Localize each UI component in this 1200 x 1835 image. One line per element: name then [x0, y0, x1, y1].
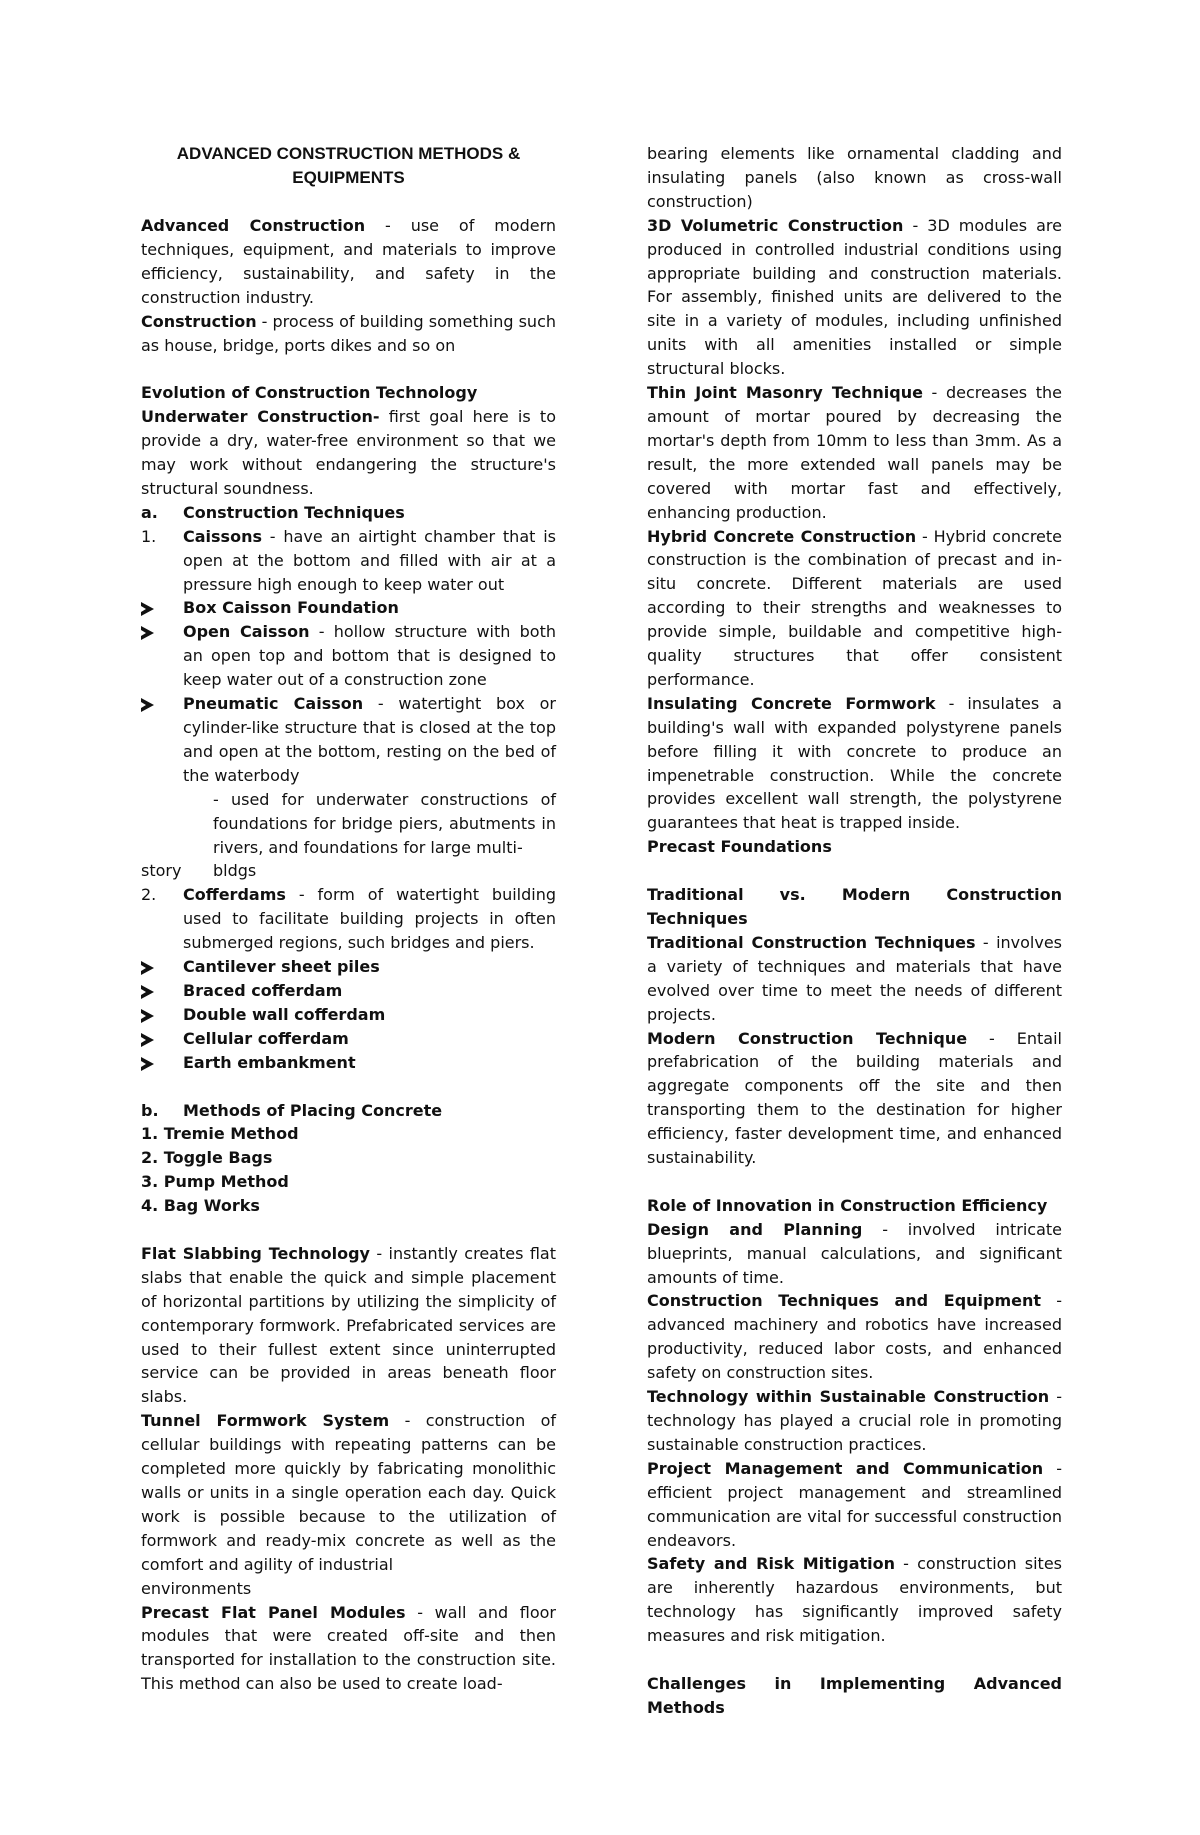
advanced-construction-definition: [141, 214, 556, 310]
bullet-cofferdam-type: [141, 955, 556, 979]
right-column: [647, 142, 1062, 1720]
arrow-bullet-icon: [141, 1057, 154, 1071]
section-label: Methods of Placing Concrete: [183, 1100, 443, 1120]
section-label: Construction Techniques: [183, 502, 405, 522]
bullet-text: Double wall cofferdam: [183, 1004, 386, 1024]
method-item: 2. Toggle Bags: [141, 1148, 273, 1168]
term: Cofferdams: [183, 885, 286, 905]
term: Design and Planning: [647, 1219, 863, 1239]
precast-flat-panel-definition: [141, 1601, 556, 1697]
arrow-bullet-icon: [141, 961, 154, 975]
spacer: [141, 357, 556, 381]
term: Underwater Construction-: [141, 407, 380, 427]
volumetric-definition: [647, 214, 1062, 381]
definition: - hollow structure with both an open top and bottom that is designed to keep water out of a construction zone: [183, 622, 556, 690]
arrow-bullet-icon: [141, 626, 154, 640]
list-number: 2.: [141, 885, 157, 905]
story-word: story: [141, 861, 182, 881]
definition: - efficient project management and streamlined communication are vital for successful construction endeavors.: [647, 1458, 1063, 1550]
term: Project Management and Communication: [647, 1458, 1044, 1478]
thin-joint-definition: [647, 381, 1062, 524]
section-marker: a.: [141, 502, 158, 522]
bullet-cofferdam-type: [141, 1051, 556, 1075]
definition: - technology has played a crucial role in promoting sustainable construction practices.: [647, 1387, 1062, 1454]
method-item: 4. Bag Works: [141, 1196, 260, 1216]
term: Pneumatic Caisson: [183, 694, 364, 714]
caissons-item: [141, 525, 556, 597]
challenges-heading: Challenges in Implementing Advanced Methods: [647, 1673, 1062, 1717]
traditional-vs-modern-heading: Traditional vs. Modern Construction Techniques: [647, 885, 1062, 928]
definition: - form of watertight building used to facilitate building projects in often submerged regions, such bridges and piers.: [183, 885, 556, 953]
term: Tunnel Formwork System: [141, 1411, 390, 1431]
bullet-text: Earth embankment: [183, 1052, 356, 1072]
term: Advanced Construction: [141, 216, 366, 235]
definition: - wall and floor modules that were created off-site and then transported for installation to the construction site. This method can also be used to create load-: [141, 1602, 556, 1694]
insulating-formwork-definition: [647, 692, 1062, 835]
document-title: ADVANCED CONSTRUCTION METHODS & EQUIPMENTS: [176, 144, 521, 187]
traditional-definition: [647, 931, 1062, 1027]
arrow-bullet-icon: [141, 1009, 154, 1023]
bullet-cofferdam-type: [141, 1003, 556, 1027]
term: Precast Flat Panel Modules: [141, 1602, 406, 1622]
story-bldgs-line: [141, 859, 556, 883]
bullet-cofferdam-type: [141, 1027, 556, 1051]
underwater-construction-definition: [141, 405, 556, 501]
bullet-text: Cantilever sheet piles: [183, 957, 380, 977]
section-b-heading: [141, 1099, 556, 1123]
bullet-box-caisson: [141, 596, 556, 620]
term: Traditional Construction Techniques: [647, 932, 976, 952]
term: Caissons: [183, 526, 262, 546]
term: Hybrid Concrete Construction: [647, 526, 917, 546]
project-management-definition: [647, 1457, 1062, 1553]
definition: - have an airtight chamber that is open at the bottom and filled with air at a pressure high enough to keep water out: [183, 526, 556, 594]
definition: - construction sites are inherently hazardous environments, but technology has significantly improved safety measures and risk mitigation.: [647, 1554, 1062, 1646]
term: Flat Slabbing Technology: [141, 1243, 370, 1263]
arrow-bullet-icon: [141, 1033, 154, 1047]
spacer: [647, 859, 1062, 883]
term: Technology within Sustainable Construction: [647, 1387, 1050, 1407]
method-item: 1. Tremie Method: [141, 1124, 299, 1144]
sustainable-technology-definition: [647, 1385, 1062, 1457]
spacer: [141, 1218, 556, 1242]
flat-slabbing-definition: [141, 1242, 556, 1409]
bullet-pneumatic-caisson: [141, 692, 556, 788]
definition: - involves a variety of techniques and materials that have evolved over time to meet the needs of different projects.: [647, 932, 1062, 1024]
definition: - use of modern techniques, equipment, and materials to improve efficiency, sustainability, and safety in the construction industry.: [141, 216, 557, 307]
definition: - decreases the amount of mortar poured by decreasing the mortar's depth from 10mm to less than 3mm. As a result, the more extended wall panels may be covered with mortar fast and effectively, enhancing production.: [647, 383, 1062, 522]
bullet-open-caisson: [141, 620, 556, 692]
term: Construction: [141, 311, 257, 331]
hybrid-concrete-definition: [647, 525, 1062, 692]
list-number: 1.: [141, 526, 157, 546]
term: Open Caisson: [183, 622, 310, 642]
techniques-equipment-definition: [647, 1289, 1062, 1385]
arrow-bullet-icon: [141, 985, 154, 999]
pneumatic-caisson-use: - used for underwater constructions of foundations for bridge piers, abutments in rivers, and foundations for large multi-: [213, 789, 556, 857]
arrow-bullet-icon: [141, 698, 154, 712]
definition: - process of building something such as house, bridge, ports dikes and so on: [141, 311, 556, 355]
definition: first goal here is to provide a dry, water-free environment so that we may work without endangering the structure's structural soundness.: [141, 407, 556, 498]
spacer: [647, 1648, 1062, 1672]
left-column: [141, 142, 556, 1696]
modern-definition: [647, 1027, 1062, 1170]
role-of-innovation-heading: Role of Innovation in Construction Efficiency: [647, 1195, 1048, 1215]
bullet-text: Braced cofferdam: [183, 980, 343, 1000]
arrow-bullet-icon: [141, 602, 154, 616]
definition: - involved intricate blueprints, manual calculations, and significant amounts of time.: [647, 1219, 1062, 1287]
term: Construction Techniques and Equipment: [647, 1291, 1042, 1311]
spacer: [647, 1170, 1062, 1194]
continued-text: bearing elements like ornamental cladding and insulating panels (also known as cross-wall construction): [647, 144, 1062, 211]
bldgs-word: bldgs: [213, 861, 257, 881]
bullet-cofferdam-type: [141, 979, 556, 1003]
method-item: 3. Pump Method: [141, 1172, 289, 1192]
term: Insulating Concrete Formwork: [647, 693, 936, 713]
cofferdams-item: [141, 883, 556, 955]
definition: - advanced machinery and robotics have increased productivity, reduced labor costs, and enhanced safety on construction sites.: [647, 1291, 1063, 1383]
design-planning-definition: [647, 1218, 1062, 1290]
definition: - construction of cellular buildings with repeating patterns can be completed more quickly by fabricating monolithic walls or units in a single operation each day. Quick work is possible because to the utilization of formwork and ready-mix concrete as well as the comfort and agility of industrial: [141, 1411, 557, 1574]
tunnel-formwork-tail: environments: [141, 1578, 252, 1598]
term: Modern Construction Technique: [647, 1028, 968, 1048]
bullet-text: Cellular cofferdam: [183, 1028, 349, 1048]
safety-risk-definition: [647, 1552, 1062, 1648]
construction-definition: [141, 310, 556, 358]
section-marker: b.: [141, 1100, 159, 1120]
term: Safety and Risk Mitigation: [647, 1554, 896, 1574]
section-a-heading: [141, 501, 556, 525]
definition: - instantly creates flat slabs that enable the quick and simple placement of horizontal partitions by utilizing the simplicity of contemporary formwork. Prefabricated services are used to their fullest extent since uninterrupted service can be provided in areas beneath floor slabs.: [141, 1243, 556, 1407]
bullet-text: Box Caisson Foundation: [183, 598, 399, 618]
term: 3D Volumetric Construction: [647, 215, 904, 235]
precast-foundations-heading: Precast Foundations: [647, 837, 832, 857]
spacer: [141, 1075, 556, 1099]
definition: - Hybrid concrete construction is the combination of precast and in-situ concrete. Different materials are used according to their strengths and weaknesses to provide simple, buildable and competitive high-quality structures that offer consistent performance.: [647, 526, 1062, 689]
tunnel-formwork-definition: [141, 1409, 556, 1576]
definition: - watertight box or cylinder-like structure that is closed at the top and open at the bottom, resting on the bed of the waterbody: [183, 694, 557, 785]
definition: - 3D modules are produced in controlled industrial conditions using appropriate building and construction materials. For assembly, finished units are delivered to the site in a variety of modules, including unfinished units with all amenities installed or simple structural blocks.: [647, 215, 1062, 379]
term: Thin Joint Masonry Technique: [647, 383, 923, 403]
definition: - insulates a building's wall with expanded polystyrene panels before filling it with concrete to produce an impenetrable construction. While the concrete provides excellent wall strength, the polystyrene guarantees that heat is trapped inside.: [647, 693, 1062, 833]
definition: - Entail prefabrication of the building materials and aggregate components off the site and then transporting them to the destination for higher efficiency, faster development time, and enhanced sustainability.: [647, 1028, 1062, 1168]
evolution-heading: Evolution of Construction Technology: [141, 383, 478, 403]
